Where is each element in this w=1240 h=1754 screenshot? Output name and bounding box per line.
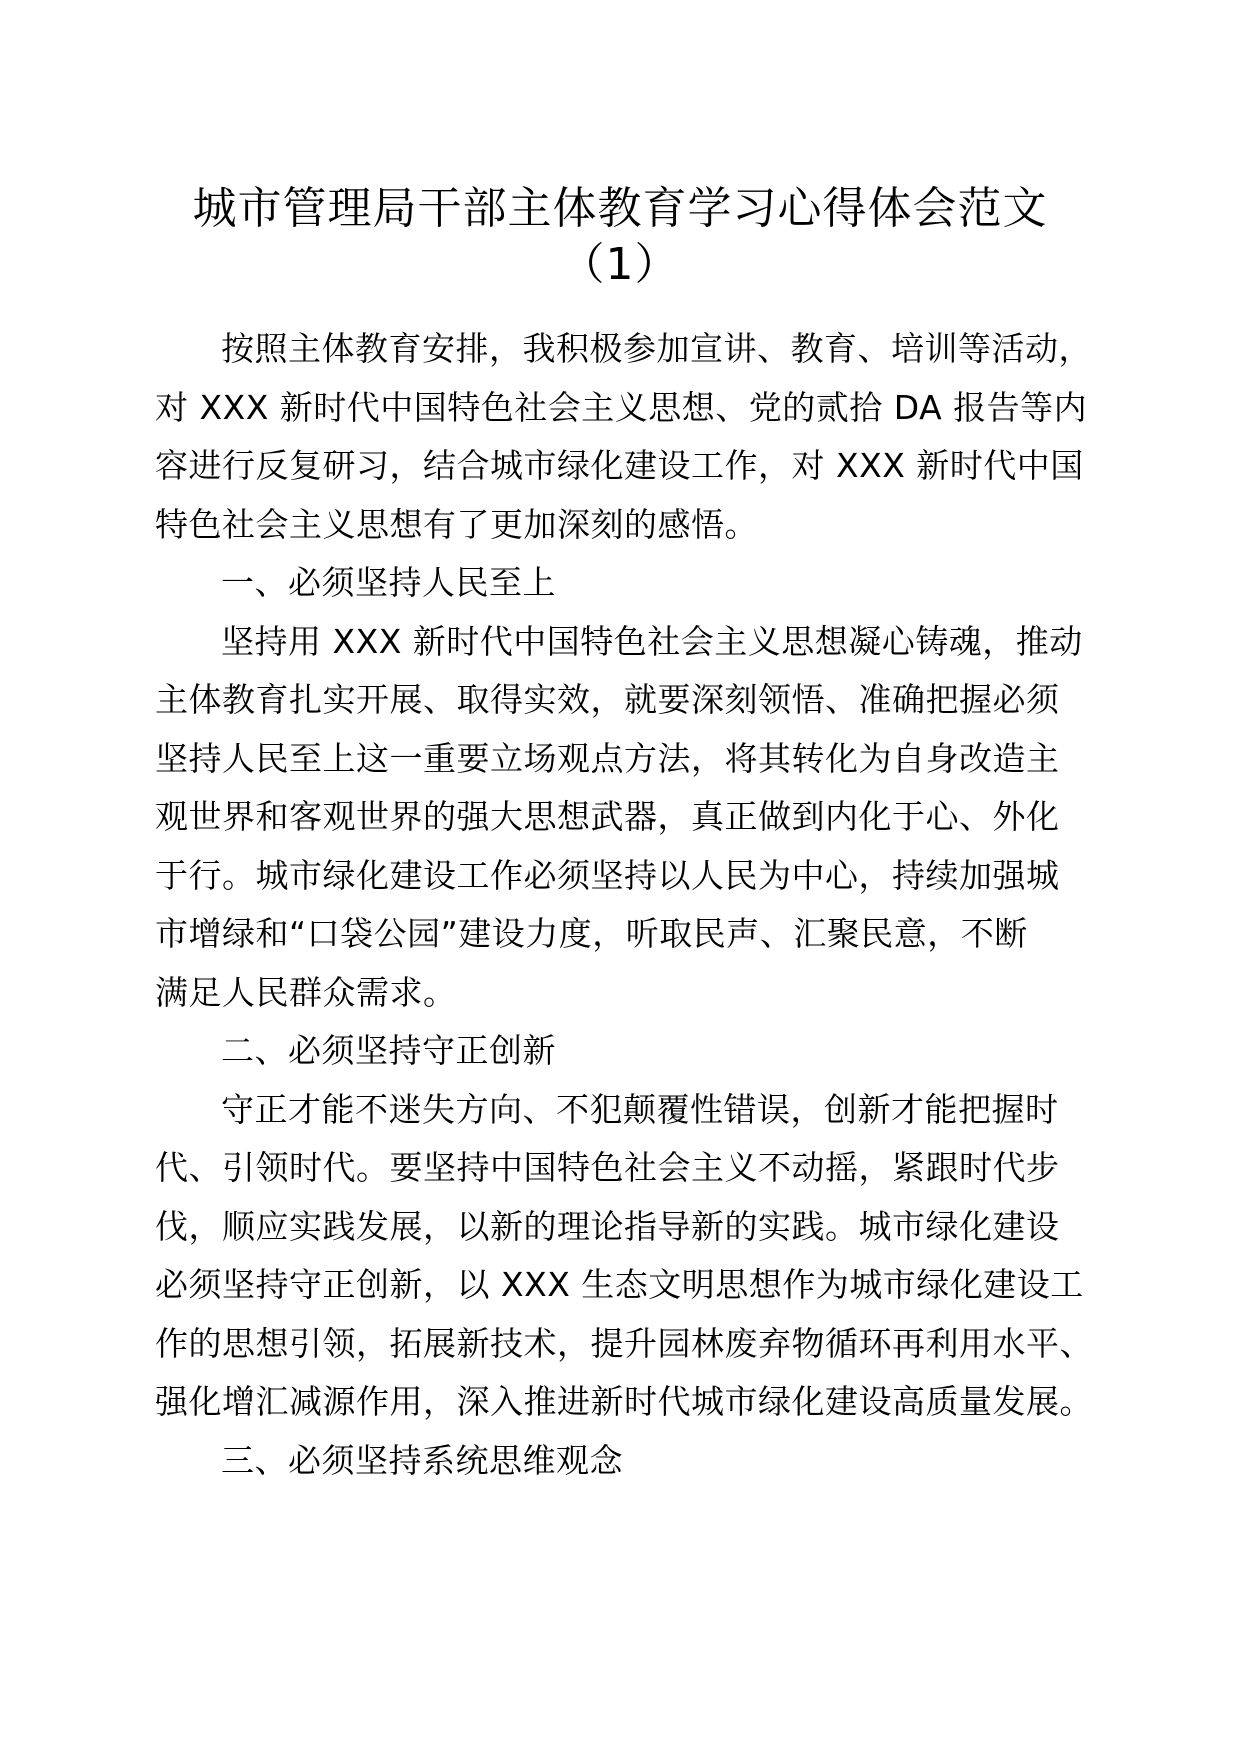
text-line: 守正才能不迷失方向、不犯颠覆性错误，创新才能把握时 xyxy=(221,1089,1059,1129)
text-line: 作的思想引领，拓展新技术，提升园林废弃物循环再利用水平、 xyxy=(155,1323,1093,1363)
text-line: 三、必须坚持系统思维观念 xyxy=(221,1440,623,1480)
text-line: 市增绿和“口袋公园”建设力度，听取民声、汇聚民意，不断 xyxy=(155,914,1028,953)
text-line: 必须坚持守正创新，以 XXX 生态文明思想作为城市绿化建设工 xyxy=(155,1265,1084,1304)
text-line: 于行。城市绿化建设工作必须坚持以人民为中心，持续加强城 xyxy=(155,855,1060,895)
text-line: 坚持用 XXX 新时代中国特色社会主义思想凝心铸魂，推动 xyxy=(221,621,1083,661)
text-line: 代、引领时代。要坚持中国特色社会主义不动摇，紧跟时代步 xyxy=(155,1148,1060,1187)
text-line: 一、必须坚持人民至上 xyxy=(221,563,556,602)
text-line: 主体教育扎实开展、取得实效，就要深刻领悟、准确把握必须 xyxy=(155,680,1060,719)
text-line: 坚持人民至上这一重要立场观点方法，将其转化为自身改造主 xyxy=(155,738,1060,778)
text-line: 二、必须坚持守正创新 xyxy=(221,1031,556,1070)
text-line: 按照主体教育安排，我积极参加宣讲、教育、培训等活动， xyxy=(221,329,1092,368)
document-title: 城市管理局干部主体教育学习心得体会范文 xyxy=(192,183,1048,234)
text-line: 容进行反复研习，结合城市绿化建设工作，对 XXX 新时代中国 xyxy=(155,446,1084,485)
document-title-number: （1） xyxy=(560,239,680,290)
text-line: 特色社会主义思想有了更加深刻的感悟。 xyxy=(155,504,758,544)
text-line: 强化增汇减源作用，深入推进新时代城市绿化建设高质量发展。 xyxy=(155,1382,1093,1421)
document-body xyxy=(155,320,1093,1490)
text-line: 伐，顺应实践发展，以新的理论指导新的实践。城市绿化建设 xyxy=(155,1206,1060,1246)
text-line: 观世界和客观世界的强大思想武器，真正做到内化于心、外化 xyxy=(155,797,1060,836)
text-line: 对 XXX 新时代中国特色社会主义思想、党的贰拾 DA 报告等内 xyxy=(155,387,1088,427)
text-line: 满足人民群众需求。 xyxy=(155,972,457,1012)
